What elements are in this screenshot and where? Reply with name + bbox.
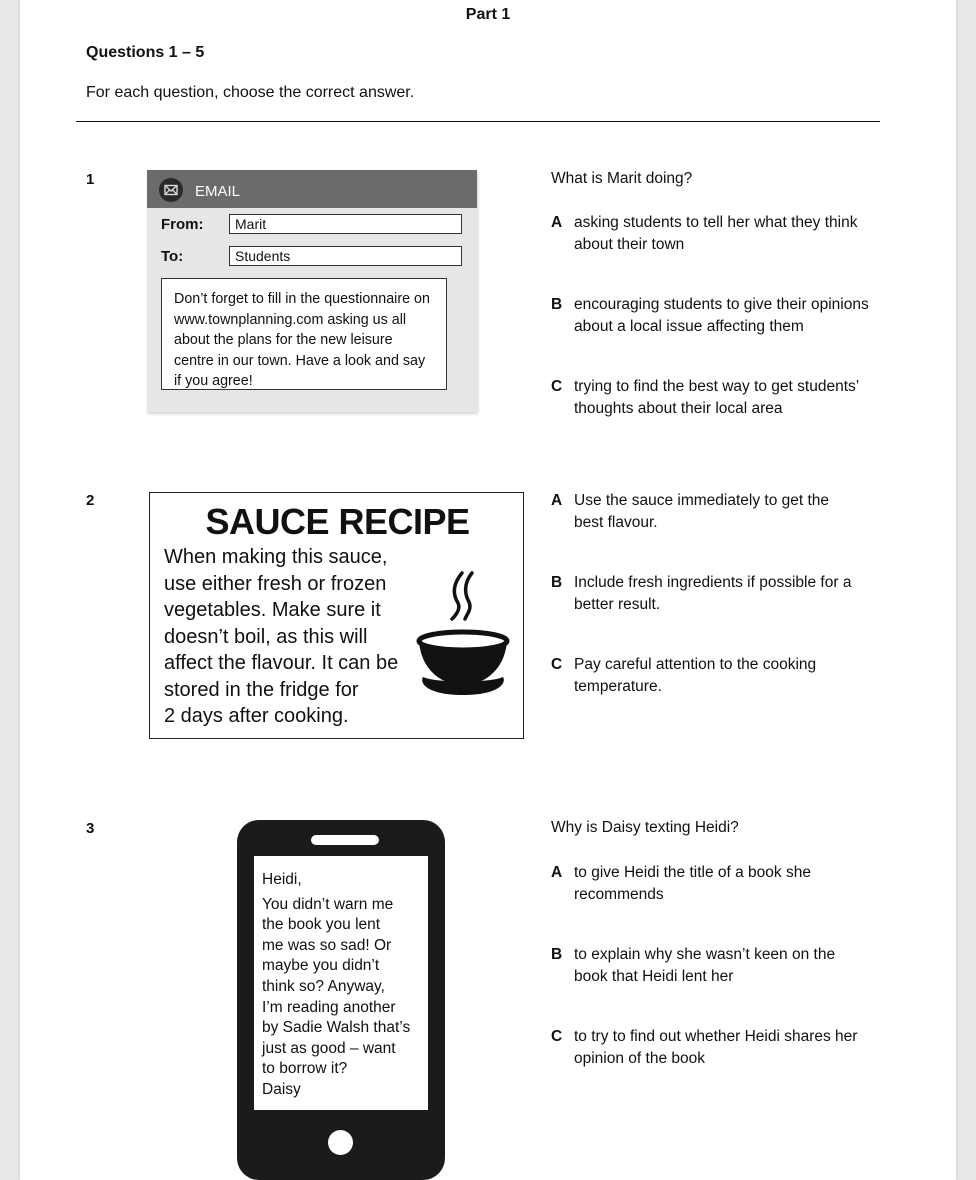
message-line: You didn’t warn me (262, 895, 394, 913)
message-greeting: Heidi, (262, 871, 302, 888)
option-line-1: trying to find the best way to get students’ (574, 378, 860, 395)
option-letter: A (551, 214, 563, 231)
phone-home-button (328, 1130, 353, 1155)
option-line-2: book that Heidi lent her (574, 967, 734, 985)
option-letter: A (551, 492, 563, 509)
recipe-notice (149, 492, 524, 739)
option-line-1: to give Heidi the title of a book she (574, 864, 811, 881)
option-line-1: to try to find out whether Heidi shares her (574, 1028, 858, 1045)
recipe-line: doesn’t boil, as this will (164, 625, 368, 648)
phone-illustration (237, 820, 445, 1180)
message-line: by Sadie Walsh that’s (262, 1019, 411, 1037)
option-letter: B (551, 574, 563, 591)
email-to-label: To: (161, 248, 184, 265)
message-line: me was so sad! Or (262, 936, 392, 954)
phone-speaker (311, 835, 379, 845)
option-line-2: better result. (574, 595, 661, 613)
recipe-line: When making this sauce, (164, 546, 388, 568)
instruction-text: For each question, choose the correct answer. (86, 84, 415, 101)
message-line: to borrow it? (262, 1060, 348, 1078)
option-line-2: thoughts about their local area (574, 399, 783, 417)
question-number-3: 3 (86, 820, 95, 837)
option-letter: C (551, 1028, 563, 1045)
part-title: Part 1 (465, 6, 511, 23)
message-line: I’m reading another (262, 998, 396, 1016)
email-header (147, 170, 477, 208)
option-line-1: to explain why she wasn’t keen on the (574, 946, 836, 963)
option-line-1: encouraging students to give their opinions (574, 296, 869, 313)
phone-screen (254, 856, 428, 1110)
recipe-line: stored in the fridge for (164, 678, 359, 701)
divider (76, 121, 880, 122)
option-letter: B (551, 296, 563, 313)
option-line-1: Include fresh ingredients if possible for a (574, 574, 852, 591)
recipe-line: affect the flavour. It can be (164, 652, 399, 674)
option-line-2: opinion of the book (574, 1049, 705, 1067)
option-line-1: asking students to tell her what they think (574, 214, 858, 231)
option-line-2: temperature. (574, 677, 662, 695)
question-1-text: What is Marit doing? (551, 170, 693, 187)
recipe-line: use either fresh or frozen (164, 572, 387, 595)
email-to-field: Students (229, 246, 462, 266)
questions-range: Questions 1 – 5 (86, 44, 205, 61)
email-from-label: From: (161, 216, 204, 233)
email-from-field: Marit (229, 214, 462, 234)
message-signature: Daisy (262, 1081, 301, 1098)
option-letter: C (551, 378, 563, 395)
option-line-1: Use the sauce immediately to get the (574, 492, 830, 509)
question-number-1: 1 (86, 171, 95, 188)
recipe-line: 2 days after cooking. (164, 705, 349, 727)
recipe-title: SAUCE RECIPE (205, 501, 470, 542)
message-line: just as good – want (262, 1039, 396, 1057)
option-line-2: recommends (574, 885, 664, 903)
text-message (262, 870, 410, 1080)
message-line: think so? Anyway, (262, 977, 385, 995)
option-line-2: about their town (574, 235, 685, 253)
email-header-title: EMAIL (195, 183, 241, 200)
option-line-1: Pay careful attention to the cooking (574, 656, 817, 673)
recipe-line: vegetables. Make sure it (164, 599, 381, 621)
message-line: maybe you didn’t (262, 957, 380, 975)
message-line: the book you lent (262, 916, 381, 934)
steaming-bowl-icon (415, 569, 521, 714)
recipe-body (164, 544, 398, 730)
option-line-2: best flavour. (574, 513, 658, 531)
question-3-text: Why is Daisy texting Heidi? (551, 819, 739, 836)
question-number-2: 2 (86, 492, 95, 509)
option-line-2: about a local issue affecting them (574, 317, 804, 335)
option-letter: A (551, 864, 563, 881)
option-letter: B (551, 946, 563, 963)
envelope-icon (159, 178, 183, 202)
email-card (147, 170, 477, 412)
email-body: Don’t forget to fill in the questionnaire on www.townplanning.com asking us all about the plans for the new leisure centre in our town. Have a look and say if you agree! (161, 278, 447, 390)
exam-page (20, 0, 956, 1180)
option-letter: C (551, 656, 563, 673)
